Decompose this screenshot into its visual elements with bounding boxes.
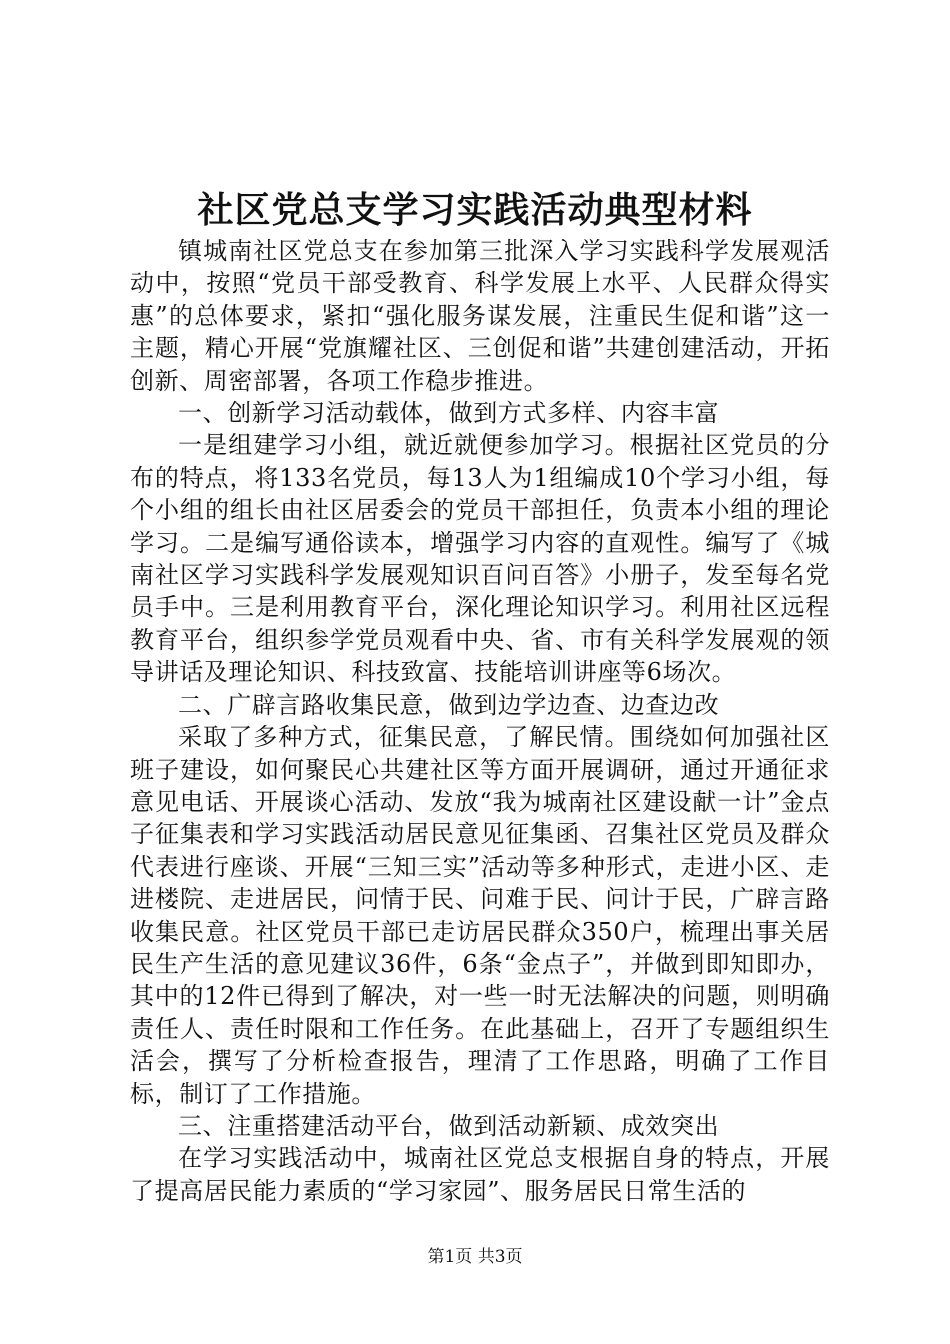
section-heading-3: 三、注重搭建活动平台，做到活动新颖、成效突出 xyxy=(178,1111,720,1140)
section-1-paragraph: 一是组建学习小组，就近就便参加学习。根据社区党员的分布的特点，将133名党员，每13人为1组编成10个学习小组，每个小组的组长由社区居委会的党员干部担任，负责本小组的理论学习。二是编写通俗读本，增强学习内容的直观性。编写了《城南社区学习实践科学发展观知识百问百答》小册子，发至每名党员手中。三是利用教育平台，深化理论知识学习。利用社区远程教育平台，组织参学党员观看中央、省、市有关科学发展观的领导讲话及理论知识、科技致富、技能培训讲座等6场次。 xyxy=(130,431,830,687)
document-title: 社区党总支学习实践活动典型材料 xyxy=(197,189,753,231)
intro-paragraph: 镇城南社区党总支在参加第三批深入学习实践科学发展观活动中，按照“党员干部受教育、科学发展上水平、人民群众得实惠”的总体要求，紧扣“强化服务谋发展，注重民生促和谐”这一主题，精心开展“党旗耀社区、三创促和谐”共建创建活动，开拓创新、周密部署，各项工作稳步推进。 xyxy=(130,237,830,395)
page-number-footer: 第1页 共3页 xyxy=(427,1247,523,1267)
section-2-paragraph: 采取了多种方式，征集民意，了解民情。围绕如何加强社区班子建设，如何聚民心共建社区等方面开展调研，通过开通征求意见电话、开展谈心活动、发放“我为城南社区建设献一计”金点子征集表和学习实践活动居民意见征集函、召集社区党员及群众代表进行座谈、开展“三知三实”活动等多种形式，走进小区、走进楼院、走进居民，问情于民、问难于民、问计于民，广辟言路收集民意。社区党员干部已走访居民群众350户，梳理出事关居民生产生活的意见建议36件，6条“金点子”，并做到即知即办，其中的12件已得到了解决，对一些一时无法解决的问题，则明确责任人、责任时限和工作任务。在此基础上，召开了专题组织生活会，撰写了分析检查报告，理清了工作思路，明确了工作目标，制订了工作措施。 xyxy=(130,723,830,1108)
document-body xyxy=(130,235,830,1207)
section-heading-2: 二、广辟言路收集民意，做到边学边查、边查边改 xyxy=(178,690,720,719)
section-heading-1: 一、创新学习活动载体，做到方式多样、内容丰富 xyxy=(178,399,720,428)
section-3-paragraph: 在学习实践活动中，城南社区党总支根据自身的特点，开展了提高居民能力素质的“学习家园”、服务居民日常生活的 xyxy=(130,1144,830,1205)
